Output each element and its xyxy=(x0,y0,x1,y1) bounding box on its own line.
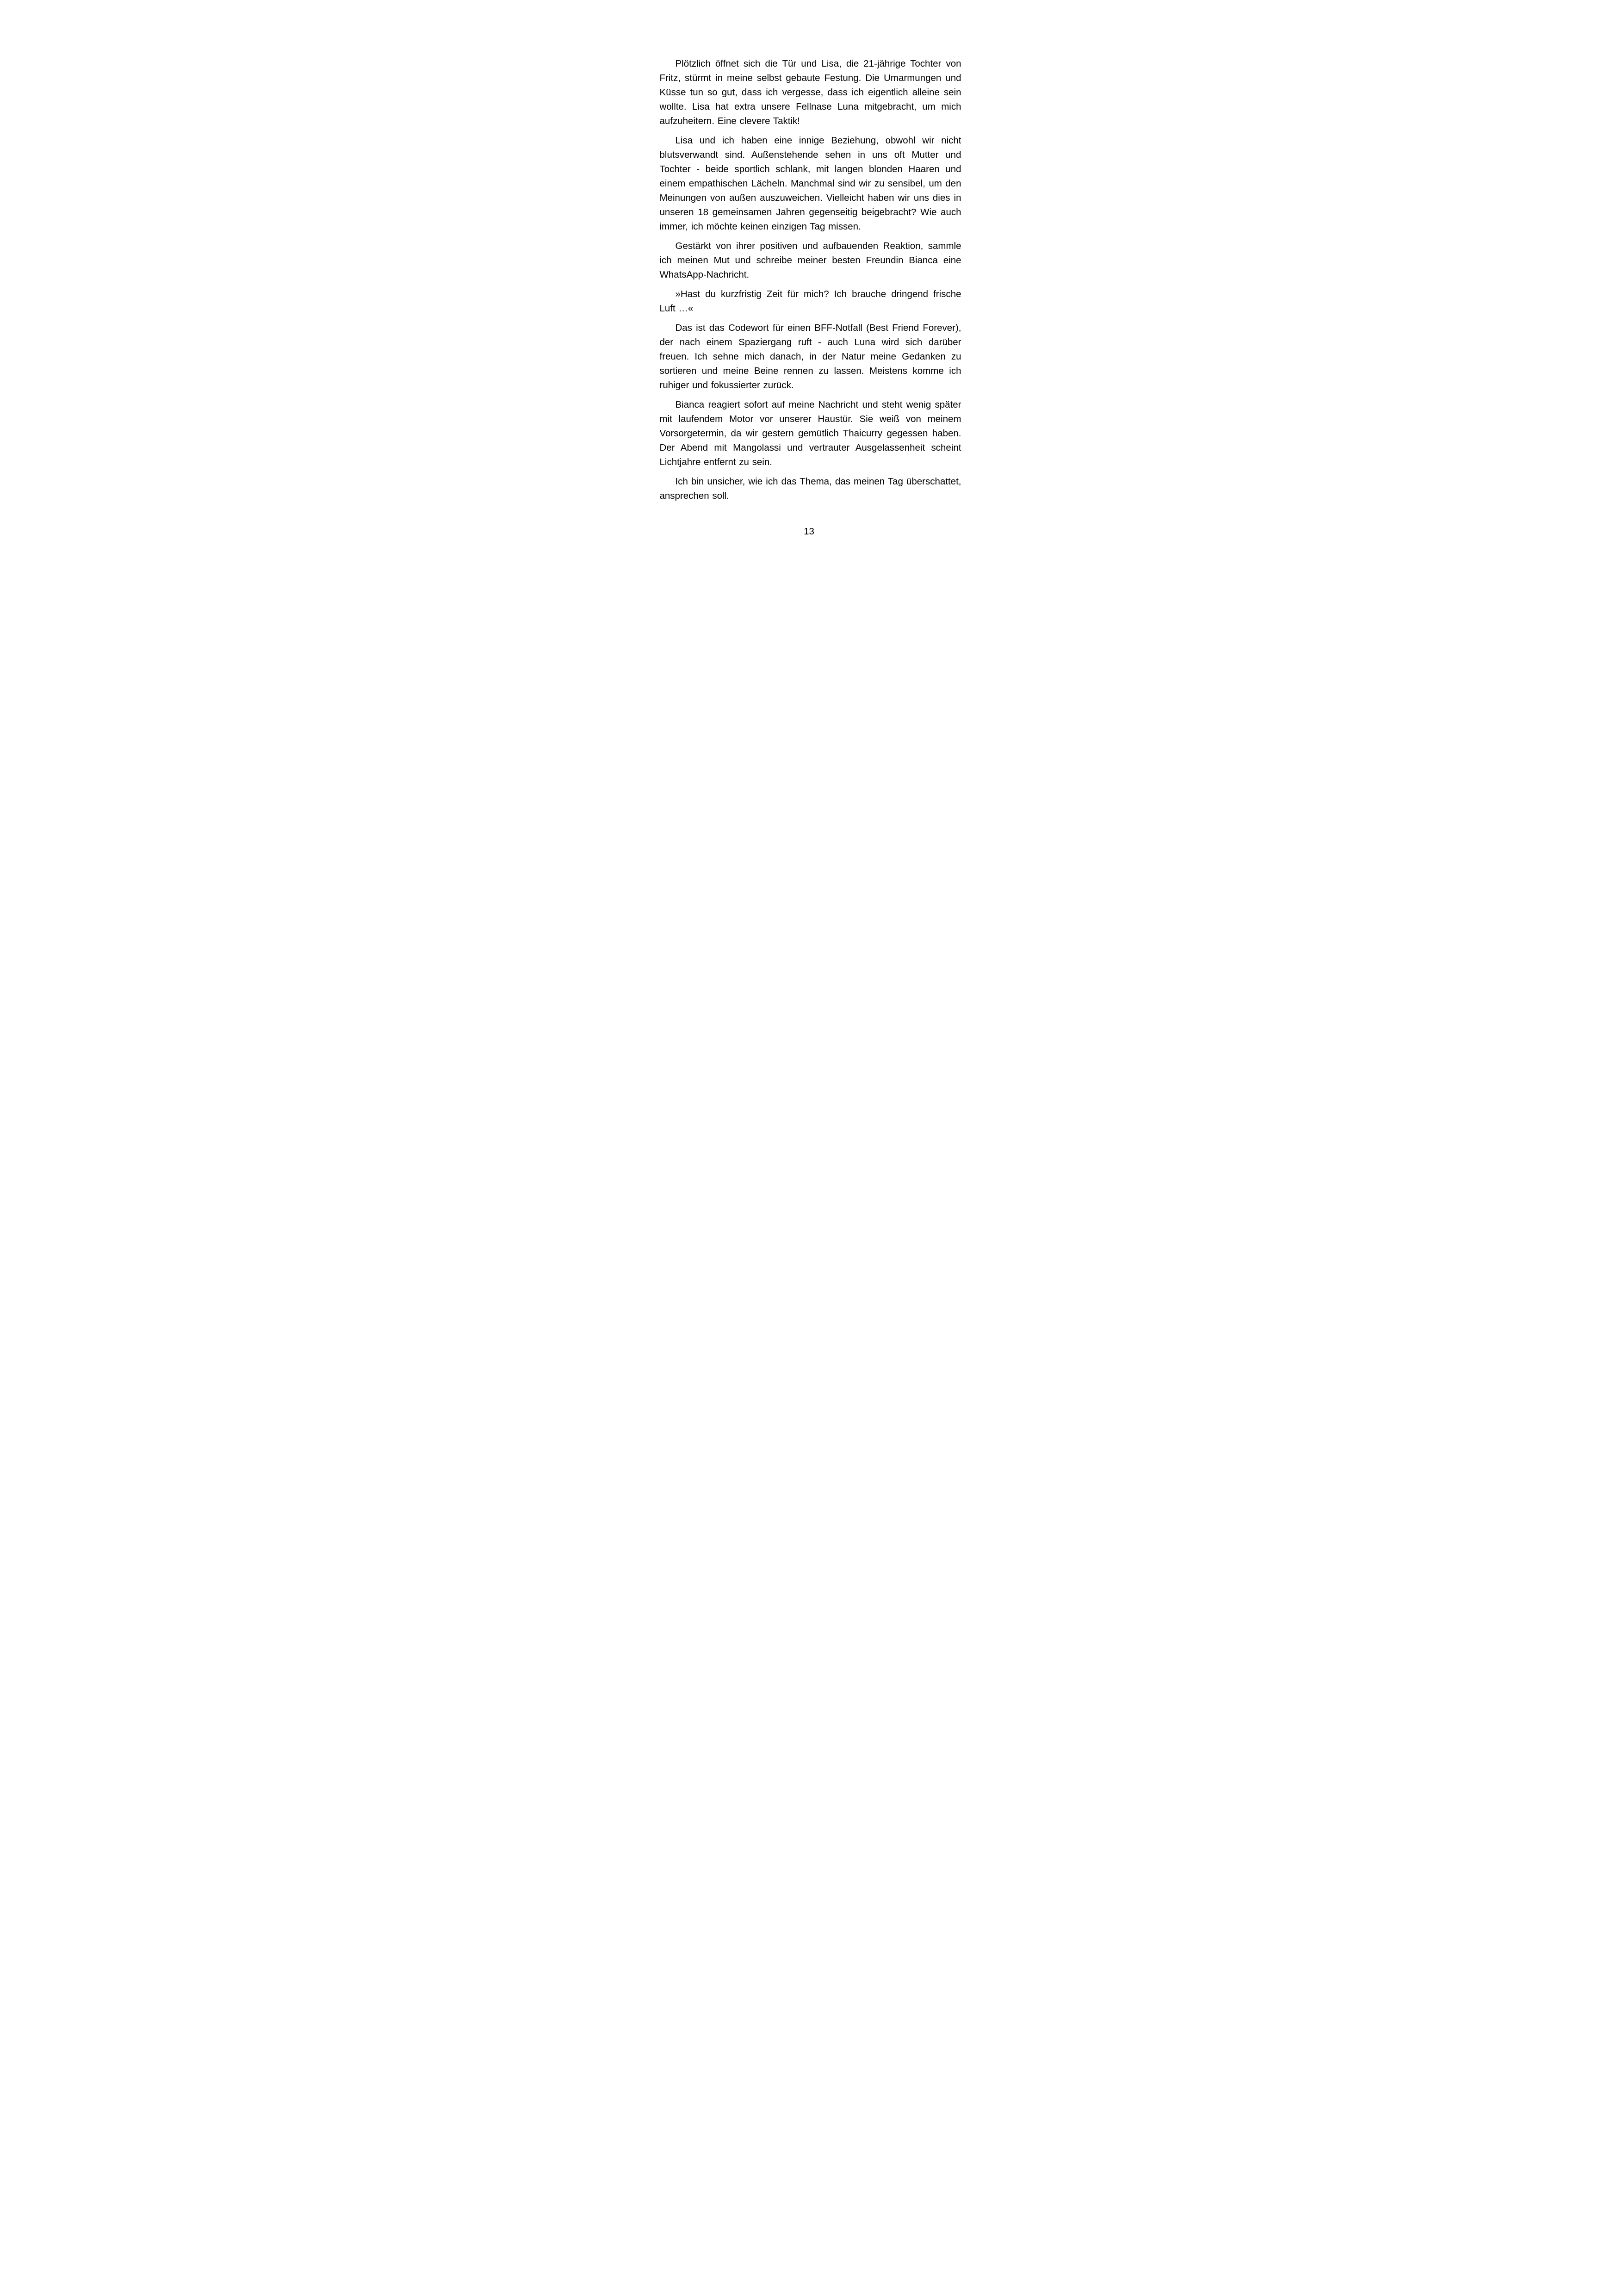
paragraph: Ich bin unsicher, wie ich das Thema, das meinen Tag überschattet, ansprechen soll. xyxy=(659,476,961,501)
text-content xyxy=(660,56,961,503)
paragraph: Lisa und ich haben eine innige Beziehung, obwohl wir nicht blutsverwandt sind. Außenstehende sehen in uns oft Mutter und Tochter - beide sportlich schlank, mit langen blonden Haaren und einem empathischen Lächeln. Manchmal sind wir zu sensibel, um den Meinungen von außen auszuweichen. Vielleicht haben wir uns dies in unseren 18 gemeinsamen Jahren gegenseitig beigebracht? Wie auch immer, ich möchte keinen einzigen Tag missen. xyxy=(659,135,961,232)
paragraph: Das ist das Codewort für einen BFF-Notfall (Best Friend Forever), der nach einem Spaziergang ruft - auch Luna wird sich darüber freuen. Ich sehne mich danach, in der Natur meine Gedanken zu sortieren und meine Beine rennen zu lassen. Meistens komme ich ruhiger und fokussierter zurück. xyxy=(659,323,961,391)
paragraph: »Hast du kurzfristig Zeit für mich? Ich brauche dringend frische Luft …« xyxy=(659,289,961,314)
paragraph: Plötzlich öffnet sich die Tür und Lisa, die 21-jährige Tochter von Fritz, stürmt in meine selbst gebaute Festung. Die Umarmungen und Küsse tun so gut, dass ich vergesse, dass ich eigentlich alleine sein wollte. Lisa hat extra unsere Fellnase Luna mitgebracht, um mich aufzuheitern. Eine clevere Taktik! xyxy=(659,58,961,126)
page-number: 13 xyxy=(804,526,814,537)
book-page xyxy=(607,0,1011,574)
paragraph: Gestärkt von ihrer positiven und aufbauenden Reaktion, sammle ich meinen Mut und schreibe meiner besten Freundin Bianca eine WhatsApp-Nachricht. xyxy=(659,241,961,280)
paragraph: Bianca reagiert sofort auf meine Nachricht und steht wenig später mit laufendem Motor vor unserer Haustür. Sie weiß von meinem Vorsorgetermin, da wir gestern gemütlich Thaicurry gegessen haben. Der Abend mit Mangolassi und vertrauter Ausgelassenheit scheint Lichtjahre entfernt zu sein. xyxy=(659,399,961,467)
